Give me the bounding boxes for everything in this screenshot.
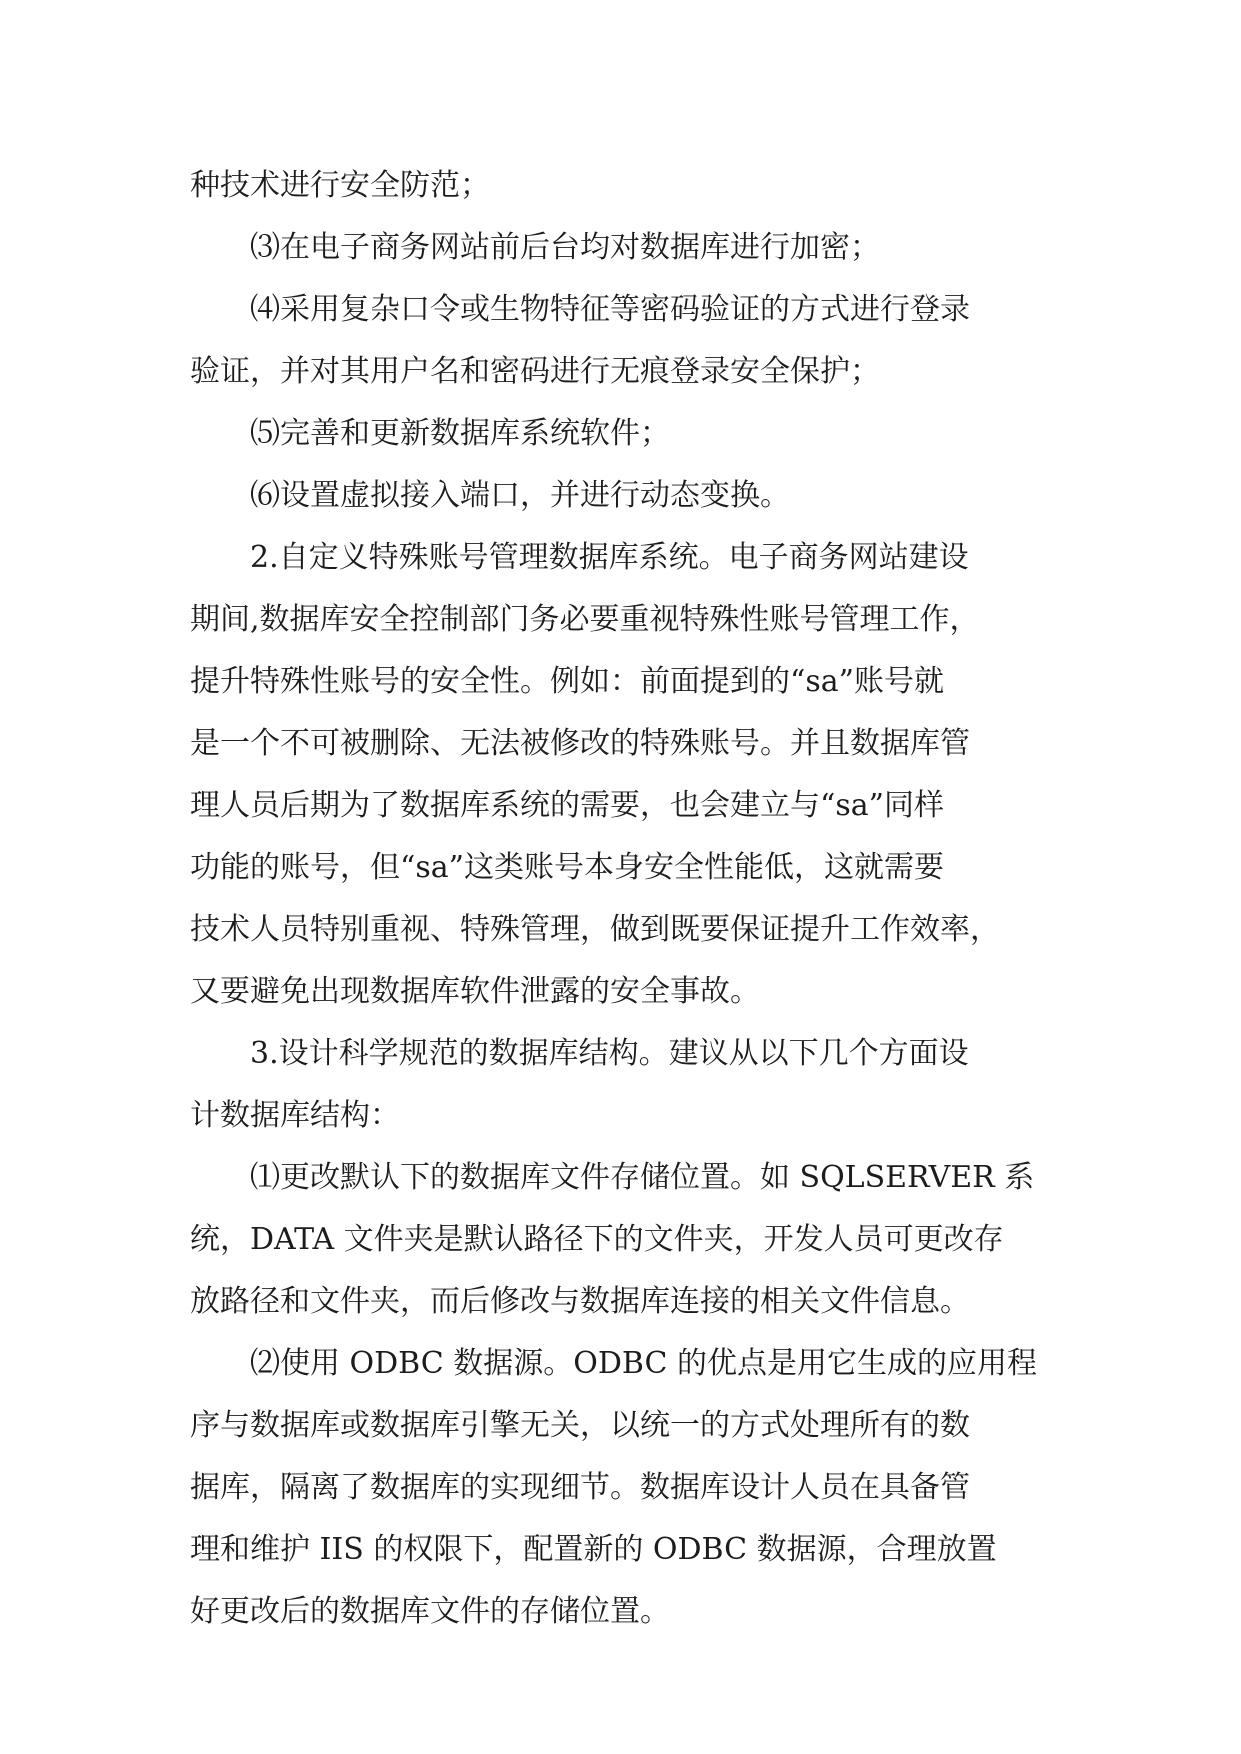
text-line: ⑷采用复杂口令或生物特征等密码验证的方式进行登录 xyxy=(250,292,970,327)
text-line: 3.设计科学规范的数据库结构。建议从以下几个方面设 xyxy=(250,1036,969,1071)
text-line: ⑸完善和更新数据库系统软件； xyxy=(250,416,670,451)
text-line: 期间,数据库安全控制部门务必要重视特殊性账号管理工作， xyxy=(190,602,980,637)
text-line: 理人员后期为了数据库系统的需要，也会建立与“sa”同样 xyxy=(190,788,944,823)
text-line: 序与数据库或数据库引擎无关，以统一的方式处理所有的数 xyxy=(190,1408,970,1443)
text-line: ⑴更改默认下的数据库文件存储位置。如 SQLSERVER 系 xyxy=(250,1160,1035,1195)
text-line: ⑵使用 ODBC 数据源。ODBC 的优点是用它生成的应用程 xyxy=(250,1346,1038,1381)
text-line: 计数据库结构： xyxy=(190,1098,400,1133)
body-text xyxy=(190,155,1070,1643)
text-line: 据库，隔离了数据库的实现细节。数据库设计人员在具备管 xyxy=(190,1470,970,1505)
text-line: 放路径和文件夹，而后修改与数据库连接的相关文件信息。 xyxy=(190,1284,970,1319)
text-line: ⑶在电子商务网站前后台均对数据库进行加密； xyxy=(250,230,880,265)
text-line: 是一个不可被删除、无法被修改的特殊账号。并且数据库管 xyxy=(190,726,970,761)
text-line: 统，DATA 文件夹是默认路径下的文件夹，开发人员可更改存 xyxy=(190,1222,1004,1257)
text-line: ⑹设置虚拟接入端口，并进行动态变换。 xyxy=(250,478,790,513)
text-line: 验证，并对其用户名和密码进行无痕登录安全保护； xyxy=(190,354,880,389)
text-line: 理和维护 IIS 的权限下，配置新的 ODBC 数据源，合理放置 xyxy=(190,1532,997,1567)
text-line: 功能的账号，但“sa”这类账号本身安全性能低，这就需要 xyxy=(190,850,944,885)
text-line: 技术人员特别重视、特殊管理，做到既要保证提升工作效率， xyxy=(190,912,1000,947)
text-line: 好更改后的数据库文件的存储位置。 xyxy=(190,1594,670,1629)
text-line: 种技术进行安全防范； xyxy=(190,168,490,203)
text-line: 又要避免出现数据库软件泄露的安全事故。 xyxy=(190,974,760,1009)
text-line: 提升特殊性账号的安全性。例如：前面提到的“sa”账号就 xyxy=(190,664,944,699)
text-line: 2.自定义特殊账号管理数据库系统。电子商务网站建设 xyxy=(250,540,969,575)
